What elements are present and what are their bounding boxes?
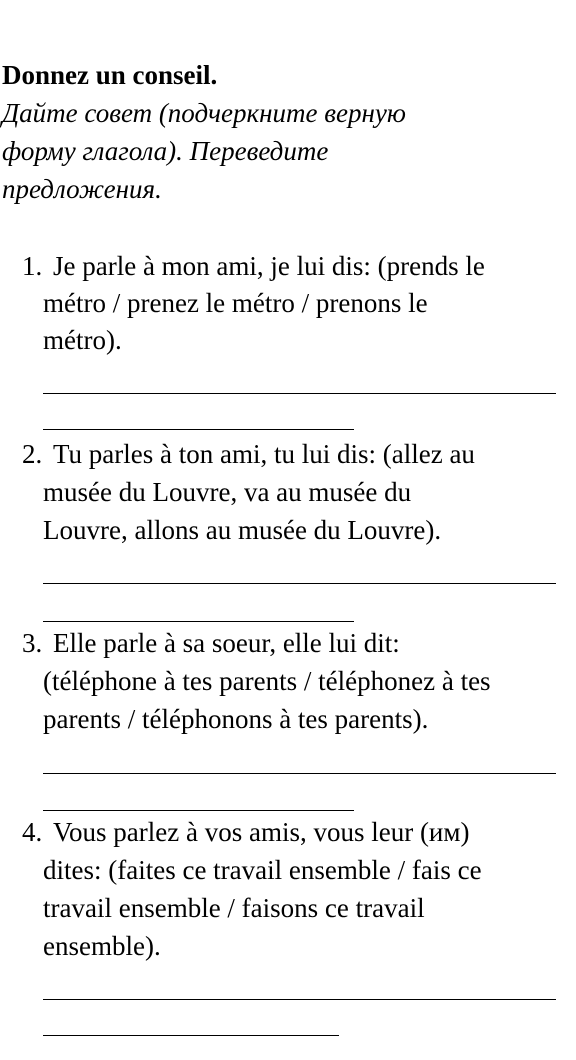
instruction-line: предложения. bbox=[2, 174, 162, 204]
item-number: 2. bbox=[22, 439, 43, 469]
item-text-line: Tu parles à ton ami, tu lui dis: (allez au bbox=[53, 439, 475, 469]
item-text-line: métro / prenez le métro / prenons le bbox=[43, 288, 428, 318]
item-number: 3. bbox=[22, 628, 43, 658]
answer-line[interactable] bbox=[43, 999, 556, 1000]
instruction-line: форму глагола). Переведите bbox=[2, 136, 329, 166]
item-text-line: musée du Louvre, va au musée du bbox=[43, 477, 412, 507]
exercise-instruction bbox=[2, 94, 522, 208]
exercise-title: Donnez un conseil. bbox=[2, 60, 218, 90]
answer-line[interactable] bbox=[43, 583, 556, 584]
item-number: 1. bbox=[22, 251, 43, 281]
answer-line[interactable] bbox=[43, 1035, 339, 1036]
item-text-line: travail ensemble / faisons ce travail bbox=[43, 893, 425, 923]
answer-line[interactable] bbox=[43, 773, 556, 774]
item-text-line: parents / téléphonons à tes parents). bbox=[43, 704, 429, 734]
answer-line[interactable] bbox=[43, 429, 354, 430]
item-text-line: Je parle à mon ami, je lui dis: (prends le bbox=[53, 251, 485, 281]
instruction-line: Дайте совет (подчеркните верную bbox=[2, 98, 406, 128]
item-text-line: Louvre, allons au musée du Louvre). bbox=[43, 515, 442, 545]
item-text-line: Vous parlez à vos amis, vous leur (им) bbox=[53, 817, 470, 847]
item-number: 4. bbox=[22, 817, 43, 847]
item-text-line: ensemble). bbox=[43, 931, 161, 961]
answer-line[interactable] bbox=[43, 393, 556, 394]
item-text-line: dites: (faites ce travail ensemble / fais ce bbox=[43, 855, 482, 885]
item-text-line: (téléphone à tes parents / téléphonez à tes bbox=[43, 666, 491, 696]
item-text-line: métro). bbox=[43, 325, 122, 355]
answer-line[interactable] bbox=[43, 621, 354, 622]
item-text-line: Elle parle à sa soeur, elle lui dit: bbox=[53, 628, 400, 658]
answer-line[interactable] bbox=[43, 810, 354, 811]
